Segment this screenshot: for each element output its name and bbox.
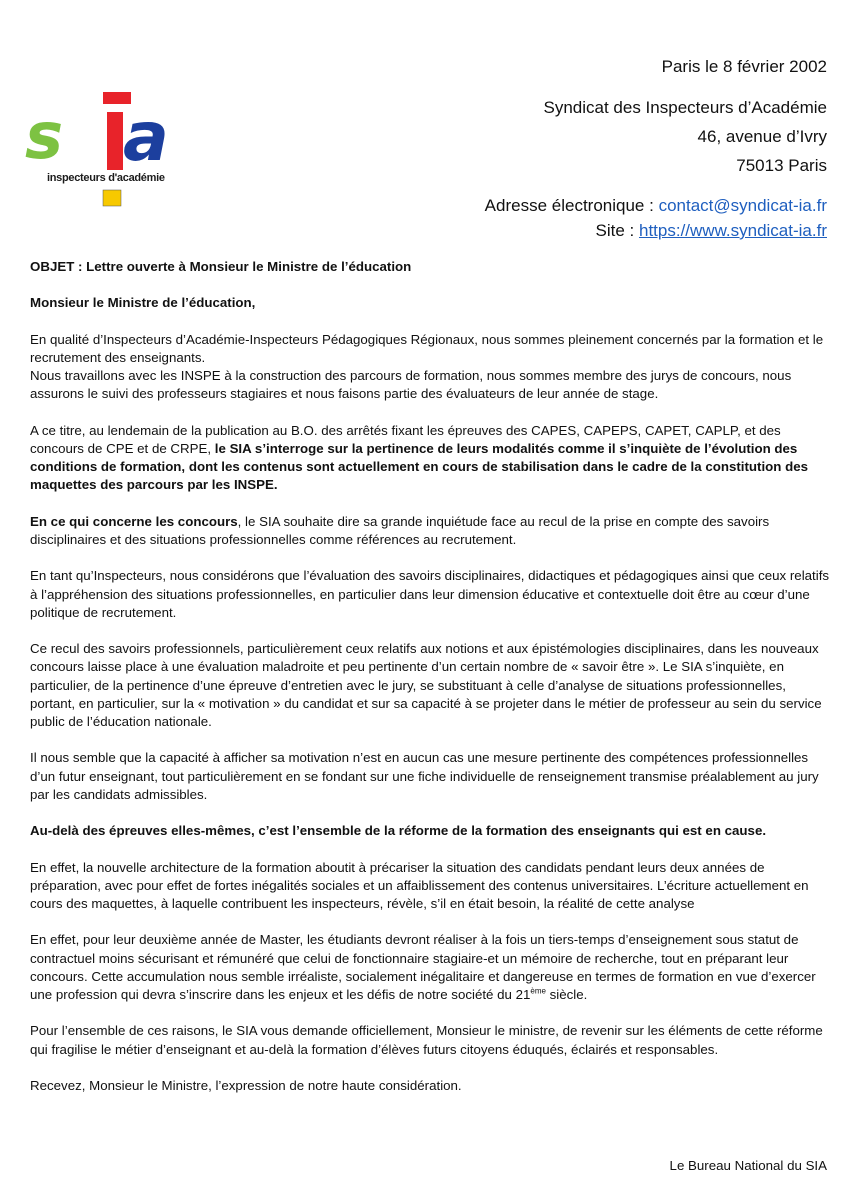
paragraph-2: Nous travaillons avec les INSPE à la construction des parcours de formation, nous sommes membre des jurys de concours, nous assurons le suivi des professeurs stagiaires et nous faisons partie des évaluateurs de leur année de stage. bbox=[30, 368, 792, 402]
paragraph-7: Il nous semble que la capacité à afficher sa motivation n’est en aucun cas une mesure pertinente des compétences professionnelles d’un futur enseignant, tout particulièrement en se fondant sur une fiche individuelle de renseignement transmise préalablement au jury par les candidats admissibles. bbox=[30, 750, 819, 802]
logo-letter-i bbox=[107, 112, 123, 170]
letter-salutation: Monsieur le Ministre de l’éducation, bbox=[30, 295, 256, 311]
email-link[interactable]: contact@syndicat-ia.fr bbox=[658, 196, 827, 215]
letter-body bbox=[30, 258, 830, 1113]
sia-logo bbox=[25, 88, 200, 213]
closing-formula: Recevez, Monsieur le Ministre, l’expression de notre haute considération. bbox=[30, 1077, 462, 1093]
paragraph-3: A ce titre, au lendemain de la publication au B.O. des arrêtés fixant les épreuves des CAPES, CAPEPS, CAPET, CAPLP, et des concours de CPE et de CRPE, le SIA s’interroge sur la pertinence de leurs modalités comme il s’inquiète de l’évolution des conditions de formation, dont les contenus sont actuellement en cours de stabilisation dans le cadre de la constitution des maquettes des parcours par les INSPE. bbox=[30, 422, 808, 493]
paragraph-1: En qualité d’Inspecteurs d’Académie-Inspecteurs Pédagogiques Régionaux, nous sommes pleinement concernés par la formation et le recrutement des enseignants. bbox=[30, 331, 824, 365]
address-city: 75013 Paris bbox=[736, 156, 827, 175]
sia-logo-graphic bbox=[25, 88, 200, 213]
paragraph-5: En tant qu’Inspecteurs, nous considérons que l’évaluation des savoirs disciplinaires, didactiques et pédagogiques ainsi que ceux relatifs à l’appréhension des situations professionnelles, en particulier dans leur dimension éducative et contextuelle doit être au cœur d’une politique de recrutement. bbox=[30, 568, 830, 620]
paragraph-4: En ce qui concerne les concours, le SIA souhaite dire sa grande inquiétude face au recul de la prise en compte des savoirs disciplinaires et des situations professionnelles comme références au recrutement. bbox=[30, 513, 770, 547]
paragraph-10: En effet, pour leur deuxième année de Master, les étudiants devront réaliser à la fois un tiers-temps d’enseignement sous statut de contractuel moins sécurisant et rémunéré que celui de fonctionnaire stagiaire-et un mémoire de recherche, tout en préparant leur concours. Cette accumulation nous semble irréaliste, socialement inégalitaire et dangereuse en termes de formation en vue d’exercer une profession qui devra s’inscrire dans les enjeux et les défis de notre société du 21ème siècle. bbox=[30, 932, 816, 1002]
paragraph-11: Pour l’ensemble de ces raisons, le SIA vous demande officiellement, Monsieur le ministre, de revenir sur les éléments de cette réforme qui fragilise le métier d’enseignant et au-delà la formation d’élèves futurs citoyens éduqués, éclairés et responsables. bbox=[30, 1023, 823, 1057]
logo-letter-s: s bbox=[25, 100, 64, 174]
email-label: Adresse électronique : bbox=[484, 196, 659, 215]
org-name: Syndicat des Inspecteurs d’Académie bbox=[543, 98, 827, 117]
site-line bbox=[596, 219, 827, 243]
address-street: 46, avenue d’Ivry bbox=[697, 127, 827, 146]
paragraph-8: Au-delà des épreuves elles-mêmes, c’est l’ensemble de la réforme de la formation des enseignants qui est en cause. bbox=[30, 823, 767, 839]
site-link[interactable]: https://www.syndicat-ia.fr bbox=[638, 221, 827, 240]
logo-letter-a: a bbox=[123, 98, 169, 177]
site-label: Site : bbox=[595, 221, 639, 240]
email-line bbox=[485, 194, 827, 218]
logo-tagline: inspecteurs d'académie bbox=[47, 172, 165, 184]
logo-yellow-square bbox=[103, 190, 121, 206]
letter-date: Paris le 8 février 2002 bbox=[661, 57, 827, 76]
signature: Le Bureau National du SIA bbox=[669, 1158, 827, 1173]
paragraph-9: En effet, la nouvelle architecture de la formation aboutit à précariser la situation des candidats pendant leurs deux années de préparation, avec pour effet de fortes inégalités sociales et un affaiblissement des contenus universitaires. L’écriture actuellement en cours des maquettes, à laquelle contribuent les inspecteurs, révèle, s’il en était besoin, la réalité de cette analyse bbox=[30, 859, 809, 911]
letter-object: OBJET : Lettre ouverte à Monsieur le Ministre de l’éducation bbox=[30, 259, 412, 274]
paragraph-6: Ce recul des savoirs professionnels, particulièrement ceux relatifs aux notions et aux épistémologies disciplinaires, dans les nouveaux concours laisse place à une évaluation maladroite et peu pertinente d’un certain nombre de « savoir être ». Le SIA s’inquiète, en particulier, de la pertinence d’une épreuve d’entretien avec le jury, se substituant à celle d’analyse de situations professionnelles, portant, en particulier, sur la « motivation » du candidat et sur sa capacité à se projeter dans le métier de professeur au sein du service public de l’éducation nationale. bbox=[30, 641, 822, 729]
